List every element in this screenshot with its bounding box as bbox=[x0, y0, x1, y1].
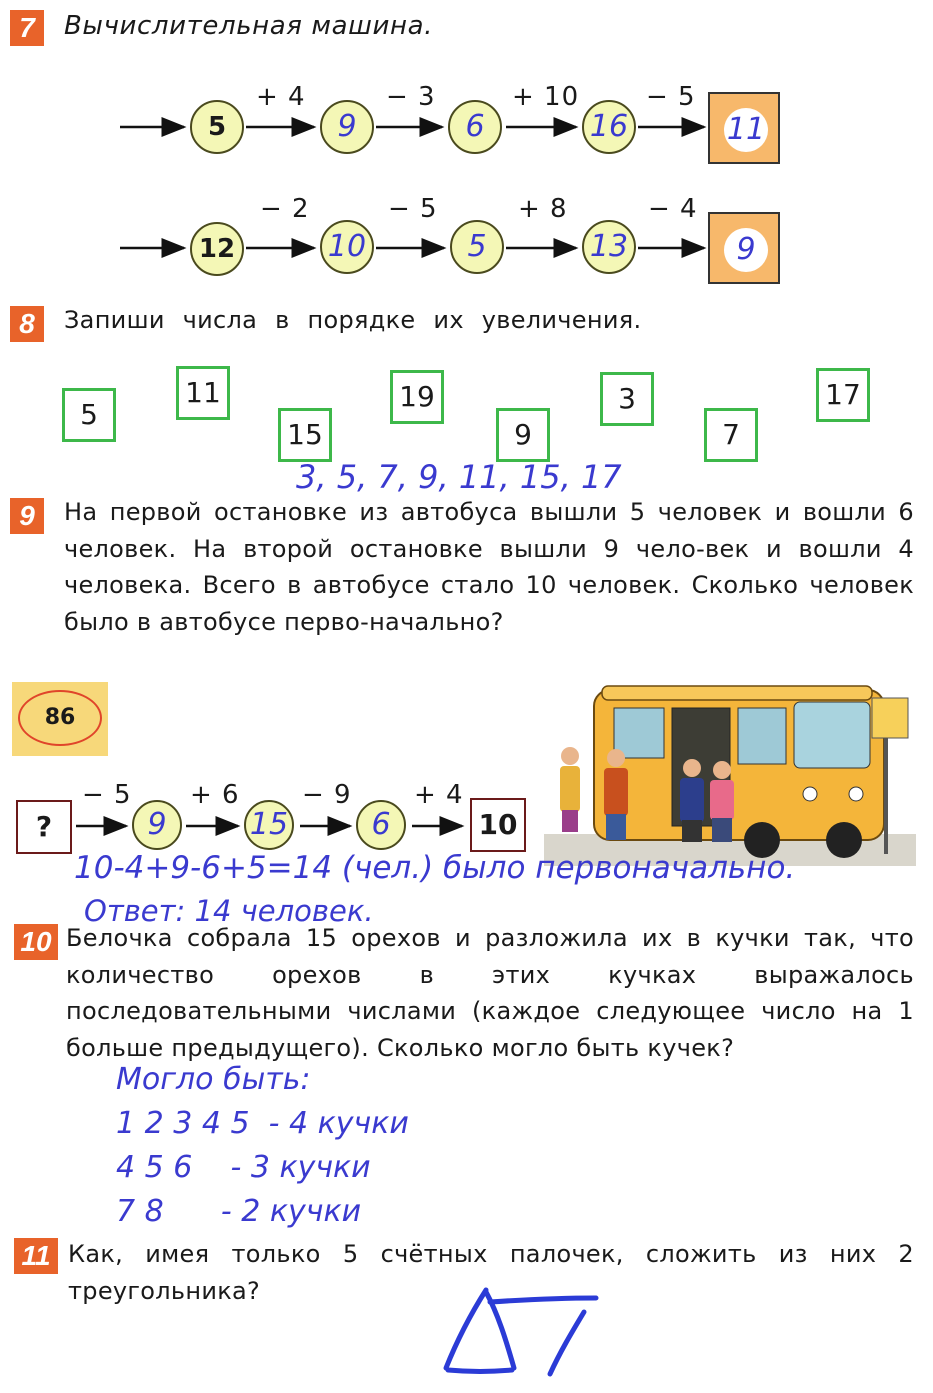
bus-window bbox=[614, 708, 664, 758]
r1-answer-2: 6 bbox=[448, 100, 502, 154]
person bbox=[604, 768, 628, 816]
number-box: 11 bbox=[176, 366, 230, 420]
task-10-line-3: 7 8 - 2 кучки bbox=[116, 1194, 362, 1229]
r2-op-2: − 5 bbox=[388, 194, 438, 224]
person bbox=[560, 766, 580, 812]
person bbox=[710, 780, 734, 820]
task-9-badge: 9 bbox=[10, 498, 44, 534]
chain-answer-2: 15 bbox=[244, 800, 294, 850]
r2-op-3: + 8 bbox=[518, 194, 568, 224]
bus-windshield bbox=[794, 702, 870, 768]
r2-op-1: − 2 bbox=[260, 194, 310, 224]
chain-op-2: + 6 bbox=[190, 780, 240, 810]
task-11-text: Как, имея только 5 счётных палочек, сложить из них 2 треугольника? bbox=[68, 1240, 914, 1305]
task-11-badge: 11 bbox=[14, 1238, 58, 1274]
r2-end-value: 9 bbox=[724, 228, 768, 272]
task-8-text: Запиши числа в порядке их увеличения. bbox=[64, 306, 642, 334]
chain-answer-3: 6 bbox=[356, 800, 406, 850]
r1-op-1: + 4 bbox=[256, 82, 306, 112]
task-8-answer: 3, 5, 7, 9, 11, 15, 17 bbox=[296, 458, 622, 496]
page-number: 86 bbox=[18, 690, 102, 746]
bus-stop-sign bbox=[872, 698, 908, 738]
chain-op-3: − 9 bbox=[302, 780, 352, 810]
task-10-line-2: 4 5 6 - 3 кучки bbox=[116, 1150, 371, 1185]
person bbox=[713, 761, 731, 779]
stick-1 bbox=[446, 1290, 486, 1368]
bus-headlight bbox=[849, 787, 863, 801]
task-9-text: На первой остановке из автобуса вышли 5 человек и вошли 6 человек. На второй остановке вышли 9 чело-век и вошли 4 человека. Всего в автобусе стало 10 человек. Сколько человек было в автобусе перво-начально? bbox=[64, 498, 914, 636]
number-box: 3 bbox=[600, 372, 654, 426]
number-box: 19 bbox=[390, 370, 444, 424]
number-box: 7 bbox=[704, 408, 758, 462]
task-9-solution: 10-4+9-6+5=14 (чел.) было первоначально. bbox=[74, 850, 796, 886]
r1-answer-3: 16 bbox=[582, 100, 636, 154]
person bbox=[606, 814, 626, 840]
task-7-badge: 7 bbox=[10, 10, 44, 46]
chain-answer-1: 9 bbox=[132, 800, 182, 850]
task-10-text: Белочка собрала 15 орехов и разложила их в кучки так, что количество орехов в этих кучках выражалось последовательными числами (каждое следующее число на 1 больше предыдущего). Сколько могло быть кучек? bbox=[66, 924, 914, 1062]
task-10-line-1: 1 2 3 4 5 - 4 кучки bbox=[116, 1106, 409, 1141]
number-box: 17 bbox=[816, 368, 870, 422]
r1-op-4: − 5 bbox=[646, 82, 696, 112]
person bbox=[607, 749, 625, 767]
chain-end-box: 10 bbox=[470, 798, 526, 852]
chain-op-4: + 4 bbox=[414, 780, 464, 810]
bus-illustration bbox=[544, 684, 916, 866]
person bbox=[561, 747, 579, 765]
number-box: 5 bbox=[62, 388, 116, 442]
r1-answer-1: 9 bbox=[320, 100, 374, 154]
r1-end-value: 11 bbox=[724, 108, 768, 152]
r1-op-2: − 3 bbox=[386, 82, 436, 112]
task-10-badge: 10 bbox=[14, 924, 58, 960]
r1-end-box bbox=[708, 92, 780, 164]
bus-wheel bbox=[826, 822, 862, 858]
person bbox=[682, 820, 702, 842]
number-box: 9 bbox=[496, 408, 550, 462]
stick-5 bbox=[550, 1312, 584, 1374]
stick-4 bbox=[490, 1298, 596, 1302]
page-number-oval bbox=[12, 682, 108, 756]
stick-2 bbox=[448, 1370, 512, 1372]
two-triangles-sketch bbox=[436, 1282, 606, 1382]
bus-headlight bbox=[803, 787, 817, 801]
person bbox=[683, 759, 701, 777]
person bbox=[680, 778, 704, 822]
bus-window bbox=[738, 708, 786, 764]
chain-start-box: ? bbox=[16, 800, 72, 854]
r1-op-3: + 10 bbox=[512, 82, 580, 112]
task-8-badge: 8 bbox=[10, 306, 44, 342]
chain-op-1: − 5 bbox=[82, 780, 132, 810]
task-9-answer: Ответ: 14 человек. bbox=[84, 894, 374, 928]
number-box: 15 bbox=[278, 408, 332, 462]
r2-answer-3: 13 bbox=[582, 220, 636, 274]
person bbox=[562, 810, 578, 832]
task-10-intro: Могло быть: bbox=[116, 1062, 311, 1097]
r2-op-4: − 4 bbox=[648, 194, 698, 224]
person bbox=[712, 818, 732, 842]
r2-answer-1: 10 bbox=[320, 220, 374, 274]
task-7-title: Вычислительная машина. bbox=[64, 11, 433, 41]
r2-answer-2: 5 bbox=[450, 220, 504, 274]
r1-start-circle: 5 bbox=[190, 100, 244, 154]
r2-end-box bbox=[708, 212, 780, 284]
bus-roof bbox=[602, 686, 872, 700]
r2-start-circle: 12 bbox=[190, 222, 244, 276]
